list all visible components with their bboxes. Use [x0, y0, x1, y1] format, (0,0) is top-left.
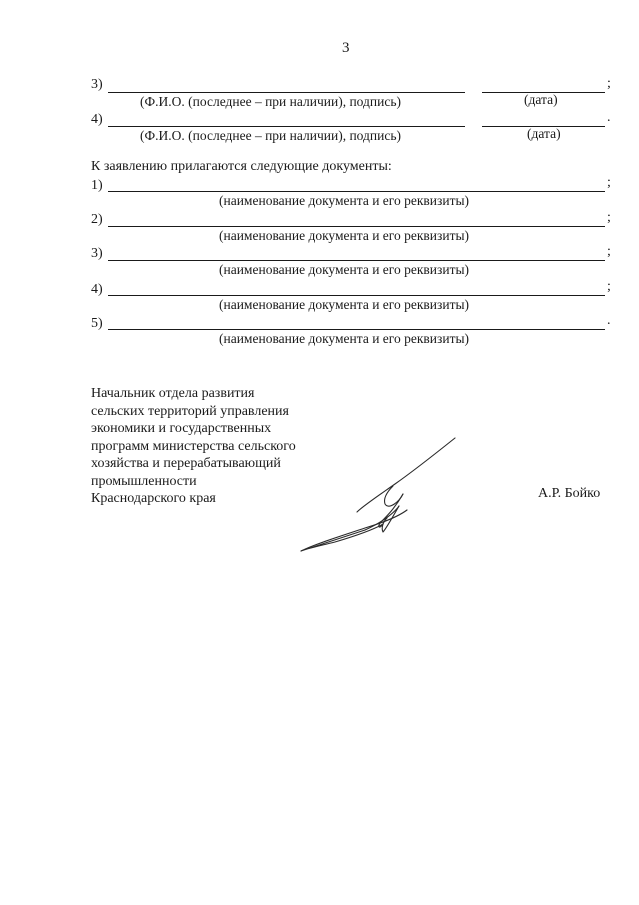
attachment-line	[108, 260, 605, 261]
attachment-number: 1)	[91, 178, 103, 193]
attachment-caption: (наименование документа и его реквизиты)	[219, 193, 470, 208]
page-number: 3	[342, 40, 350, 56]
signer-name-caption: (Ф.И.О. (последнее – при наличии), подпись)	[140, 94, 401, 109]
official-position-line: сельских территорий управления	[91, 403, 289, 419]
official-position	[91, 385, 296, 508]
attachment-line	[108, 329, 605, 330]
signer-number: 3)	[91, 77, 103, 92]
attachment-number: 3)	[91, 246, 103, 261]
attachment-number: 5)	[91, 316, 103, 331]
official-position-line: Краснодарского края	[91, 491, 216, 506]
attachment-number: 4)	[91, 282, 103, 297]
attachment-caption: (наименование документа и его реквизиты)	[219, 297, 470, 312]
attachment-caption: (наименование документа и его реквизиты)	[219, 228, 470, 243]
attachment-line-end: ;	[607, 175, 611, 190]
signer-date-caption: (дата)	[524, 92, 558, 107]
official-position-line: программ министерства сельского	[91, 438, 296, 454]
attachment-line	[108, 191, 605, 192]
official-position-line: хозяйства и перерабатывающий	[91, 456, 281, 471]
attachment-line-end: ;	[607, 279, 611, 294]
attachment-number: 2)	[91, 212, 103, 227]
official-name: А.Р. Бойко	[538, 486, 601, 501]
official-position-line: экономики и государственных	[91, 421, 272, 436]
signer-name-line	[108, 126, 465, 127]
attachment-caption: (наименование документа и его реквизиты)	[219, 262, 470, 277]
attachment-line-end: ;	[607, 210, 611, 225]
handwritten-signature	[295, 432, 465, 557]
signer-name-caption: (Ф.И.О. (последнее – при наличии), подпись)	[140, 128, 401, 143]
official-position-line: Начальник отдела развития	[91, 386, 255, 401]
signer-line-end: ;	[607, 76, 611, 91]
attachment-caption: (наименование документа и его реквизиты)	[219, 331, 470, 346]
signer-name-line	[108, 92, 465, 93]
attachment-line-end: ;	[607, 244, 611, 259]
attachments-heading: К заявлению прилагаются следующие документы:	[91, 159, 392, 174]
attachment-line-end: .	[607, 313, 611, 328]
attachment-line	[108, 226, 605, 227]
official-position-line: промышленности	[91, 473, 197, 489]
signer-number: 4)	[91, 112, 103, 127]
signer-line-end: .	[607, 110, 611, 125]
signer-date-caption: (дата)	[527, 126, 561, 141]
attachment-line	[108, 295, 605, 296]
